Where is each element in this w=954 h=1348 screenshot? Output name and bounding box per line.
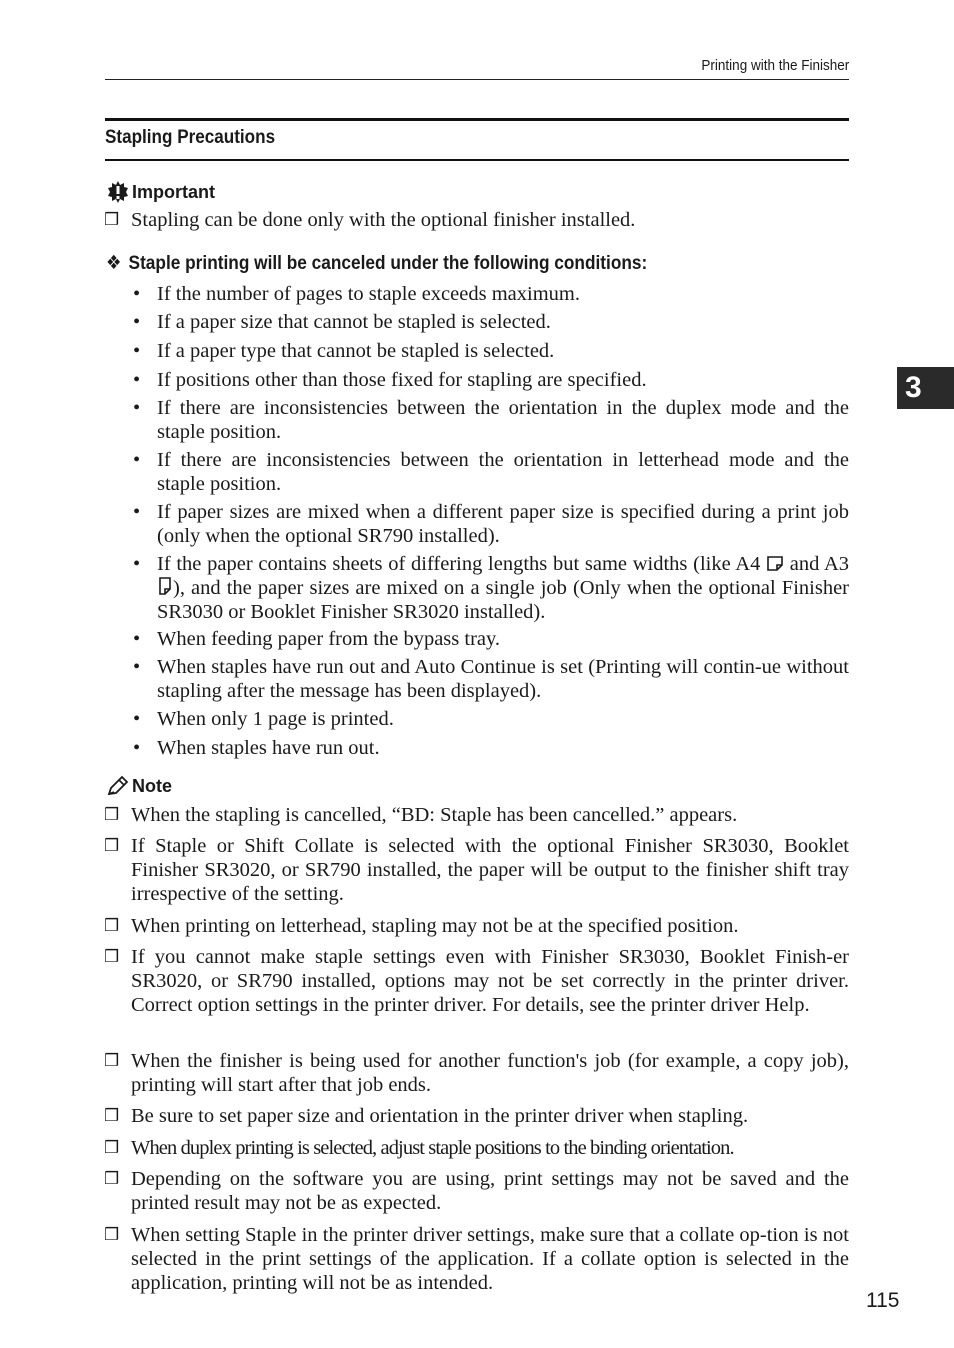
note-item: ❒ Be sure to set paper size and orientation in the printer driver when stapling. [104, 1105, 749, 1127]
checkbox-icon: ❒ [104, 1106, 120, 1126]
checkbox-icon: ❒ [104, 836, 120, 856]
bullet-icon: • [133, 340, 141, 362]
list-item: • If there are inconsistencies between the orientation in letterhead mode and the staple position. [133, 449, 849, 495]
bullet-icon: • [133, 501, 141, 523]
important-label-text: Important [132, 181, 215, 202]
bullet-icon: • [133, 449, 141, 471]
checkbox-icon: ❒ [104, 947, 120, 967]
checkbox-icon: ❒ [104, 1169, 120, 1189]
bullet-icon: • [133, 708, 141, 730]
bullet-icon: • [133, 628, 141, 650]
conditions-heading: ❖ Staple printing will be canceled under the following conditions: [106, 252, 648, 274]
section-title: Stapling Precautions [105, 127, 276, 148]
bullet-icon: • [133, 553, 141, 575]
note-item: ❒ When setting Staple in the printer driver settings, make sure that a collate op-tion is not selected in the print settings of the application. If a collate option is selected in the application, printing will not be as intended. [104, 1224, 849, 1294]
important-icon [106, 180, 130, 204]
note-item: ❒ Depending on the software you are using, print settings may not be saved and the printed result may not be as expected. [104, 1168, 849, 1214]
checkbox-icon: ❒ [104, 1051, 120, 1071]
list-item: • When feeding paper from the bypass tray. [133, 628, 501, 650]
bullet-icon: • [133, 656, 141, 678]
section-top-rule [105, 118, 849, 121]
portrait-orientation-icon [157, 576, 173, 596]
note-item: ❒ If Staple or Shift Collate is selected with the optional Finisher SR3030, Booklet Finisher SR3020, or SR790 installed, the paper will be output to the finisher shift tray irrespective of the setting. [104, 835, 849, 905]
bullet-icon: • [133, 397, 141, 419]
list-item: • If paper sizes are mixed when a different paper size is specified during a print job (only when the optional SR790 installed). [133, 501, 849, 547]
checkbox-icon: ❒ [104, 210, 120, 230]
list-item: • If a paper type that cannot be stapled is selected. [133, 340, 555, 362]
note-item: ❒ When duplex printing is selected, adjust staple positions to the binding orientation. [104, 1137, 734, 1159]
list-item: • When staples have run out and Auto Continue is set (Printing will contin-ue without stapling after the message has been displayed). [133, 656, 849, 702]
chapter-tab: 3 [897, 367, 954, 409]
header-rule [105, 79, 849, 80]
note-item: ❒ When printing on letterhead, stapling may not be at the specified position. [104, 915, 739, 937]
list-item: • If a paper size that cannot be stapled is selected. [133, 311, 551, 333]
list-item: • If there are inconsistencies between the orientation in the duplex mode and the staple position. [133, 397, 849, 443]
note-label-text: Note [132, 775, 172, 796]
list-item: • If the paper contains sheets of differing lengths but same widths (like A4 and A3 ), and the paper sizes are mixed on a single job (Only when the optional Finisher SR3030 or Booklet Finisher SR3020 installed). [133, 553, 850, 623]
list-item: • When staples have run out. [133, 737, 380, 759]
list-item: • When only 1 page is printed. [133, 708, 394, 730]
section-bottom-rule [105, 159, 849, 161]
pencil-icon [106, 775, 130, 797]
important-item: ❒ Stapling can be done only with the optional finisher installed. [104, 209, 636, 231]
bullet-icon: • [133, 311, 141, 333]
running-header: Printing with the Finisher [701, 57, 849, 74]
checkbox-icon: ❒ [104, 1225, 120, 1245]
important-label [106, 180, 215, 204]
note-item: ❒ When the stapling is cancelled, “BD: Staple has been cancelled.” appears. [104, 804, 738, 826]
note-item: ❒ When the finisher is being used for another function's job (for example, a copy job), printing will start after that job ends. [104, 1050, 849, 1096]
list-item: • If positions other than those fixed for stapling are specified. [133, 369, 647, 391]
diamond-icon: ❖ [106, 252, 122, 274]
bullet-icon: • [133, 369, 141, 391]
page-number: 115 [866, 1289, 900, 1312]
note-item: ❒ If you cannot make staple settings even with Finisher SR3030, Booklet Finish-er SR3020, or SR790 installed, options may not be set correctly in the printer driver. Correct option settings in the printer driver. For details, see the printer driver Help. [104, 946, 849, 1016]
note-label [106, 775, 172, 797]
bullet-icon: • [133, 283, 141, 305]
bullet-icon: • [133, 737, 141, 759]
landscape-orientation-icon [766, 554, 784, 572]
list-item: • If the number of pages to staple exceeds maximum. [133, 283, 580, 305]
checkbox-icon: ❒ [104, 916, 120, 936]
checkbox-icon: ❒ [104, 805, 120, 825]
checkbox-icon: ❒ [104, 1138, 120, 1158]
